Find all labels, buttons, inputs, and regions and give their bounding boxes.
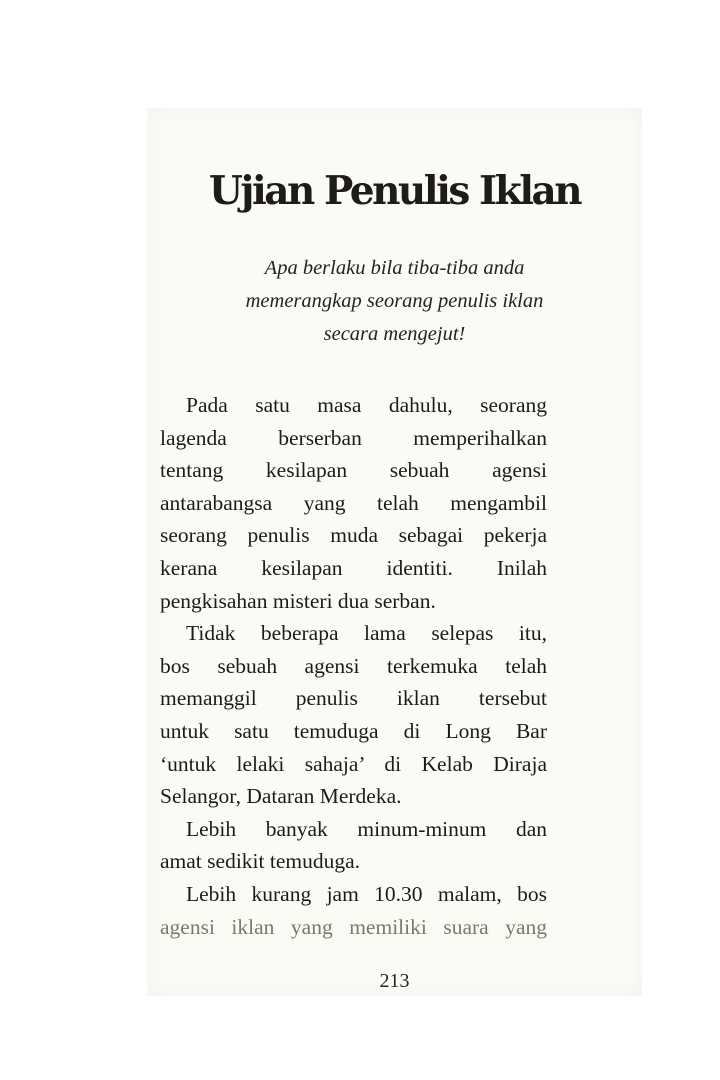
subtitle-line: secara mengejut! bbox=[323, 323, 466, 345]
chapter-subtitle bbox=[147, 252, 642, 351]
text-line: Tidak beberapa lama selepas itu, bbox=[186, 621, 547, 646]
text-line: Pada satu masa dahulu, seorang bbox=[186, 393, 547, 417]
text-line: memanggil penulis iklan tersebut bbox=[160, 686, 547, 711]
text-line: amat sedikit temuduga. bbox=[160, 849, 361, 874]
body-text bbox=[160, 389, 547, 943]
text-line: agensi iklan yang memiliki suara yang bbox=[160, 914, 547, 939]
text-line: tentang kesilapan sebuah agensi bbox=[160, 458, 547, 483]
text-line: Lebih banyak minum-minum dan bbox=[186, 816, 547, 841]
paragraph bbox=[160, 813, 547, 878]
subtitle-line: Apa berlaku bila tiba-tiba anda bbox=[264, 257, 525, 279]
text-line: Lebih kurang jam 10.30 malam, bos bbox=[186, 881, 547, 906]
text-line: pengkisahan misteri dua serban. bbox=[160, 588, 436, 613]
text-line: seorang penulis muda sebagai pekerja bbox=[160, 523, 547, 548]
text-line: bos sebuah agensi terkemuka telah bbox=[160, 653, 547, 678]
text-line: ‘untuk lelaki sahaja’ di Kelab Diraja bbox=[160, 751, 547, 776]
paragraph bbox=[160, 617, 547, 813]
text-line: kerana kesilapan identiti. Inilah bbox=[160, 555, 547, 580]
text-line: antarabangsa yang telah mengambil bbox=[160, 490, 547, 515]
page-number: 213 bbox=[379, 970, 410, 992]
chapter-title: Ujian Penulis Iklan bbox=[208, 168, 581, 214]
subtitle-line: memerangkap seorang penulis iklan bbox=[245, 290, 544, 312]
paragraph bbox=[160, 878, 547, 943]
text-line: Selangor, Dataran Merdeka. bbox=[160, 784, 402, 809]
book-page bbox=[147, 108, 642, 996]
text-line: lagenda berserban memperihalkan bbox=[160, 425, 547, 450]
text-line: untuk satu temuduga di Long Bar bbox=[160, 718, 547, 743]
paragraph bbox=[160, 389, 547, 617]
